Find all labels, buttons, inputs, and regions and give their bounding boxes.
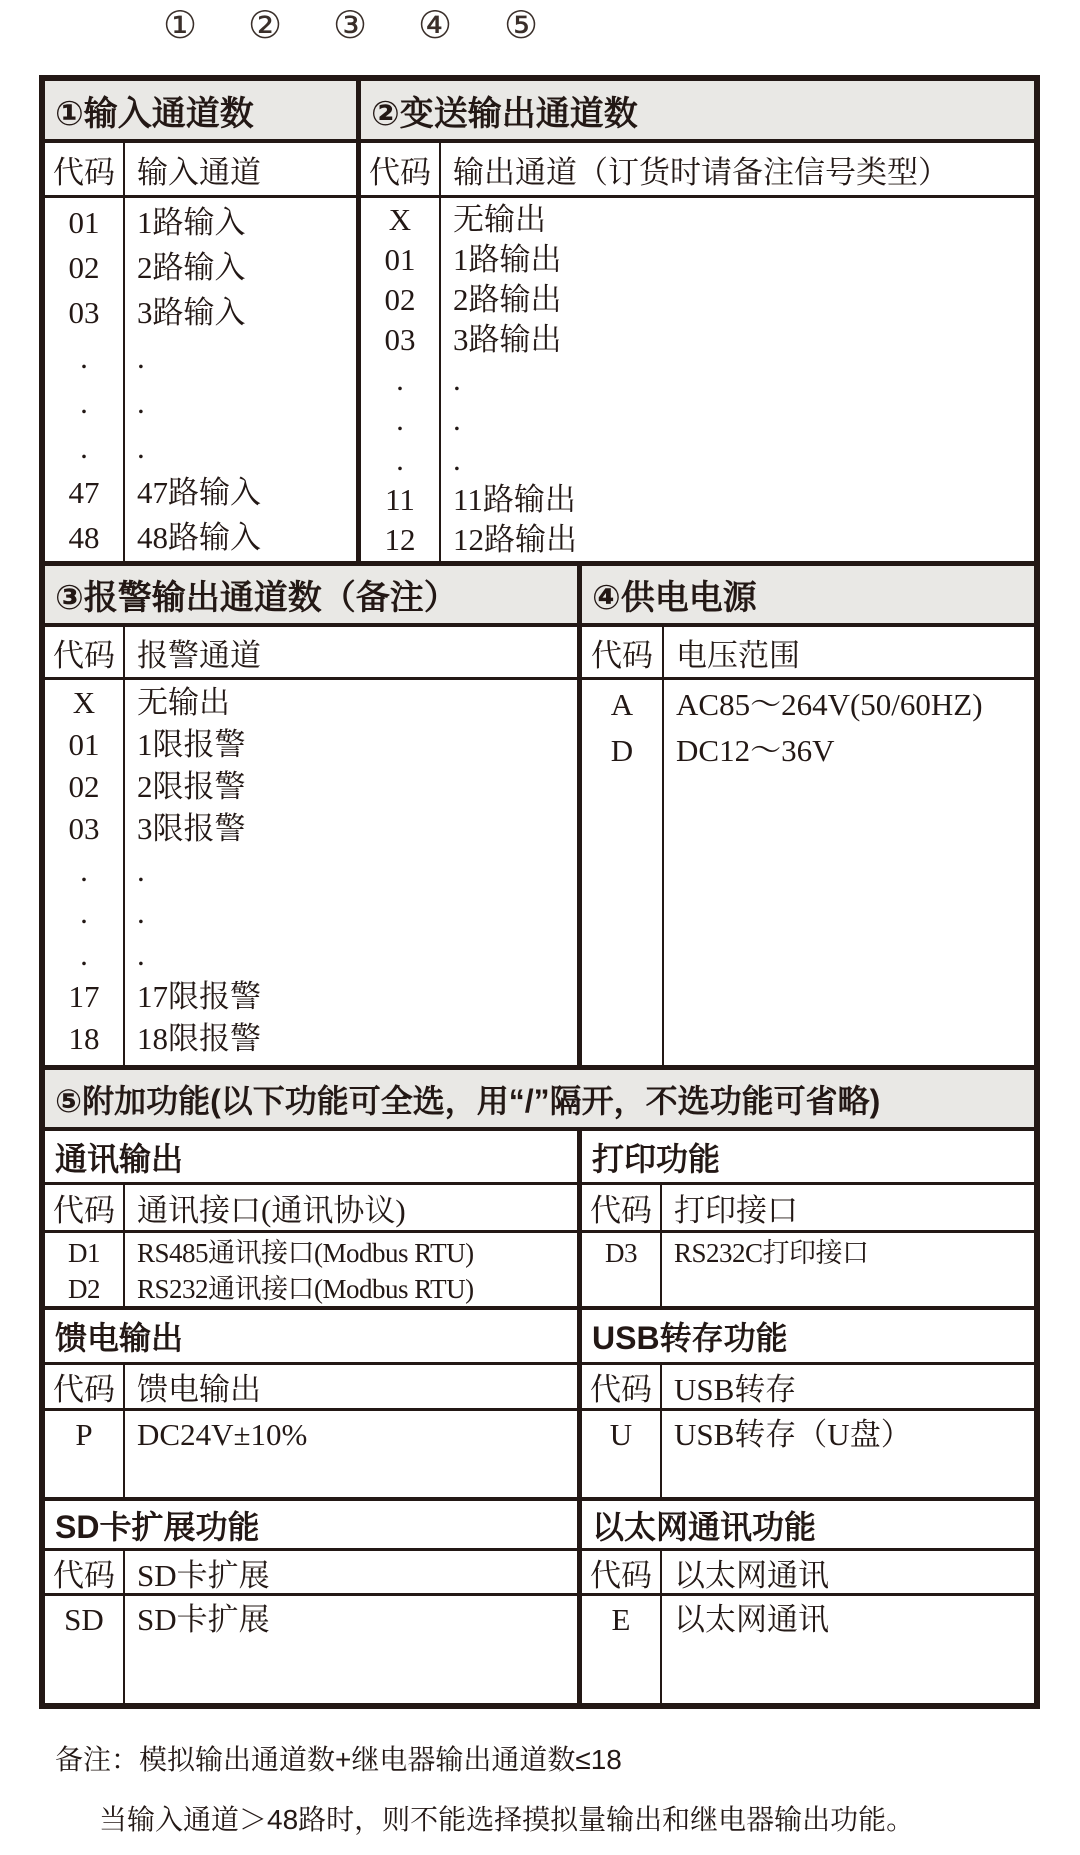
- feed-code-header: 代码: [45, 1365, 125, 1408]
- section-3-4-column-header: [45, 627, 1034, 680]
- section2-column-header: [361, 143, 1034, 195]
- footnote-line1: 备注：模拟输出通道数+继电器输出通道数≤18: [55, 1744, 622, 1775]
- eth-code-header: 代码: [582, 1551, 662, 1593]
- circled-number-1: ①: [163, 5, 198, 47]
- section1-column-header: [45, 143, 361, 195]
- feed-column-header: [45, 1365, 582, 1408]
- section-3-4-title-band: [45, 566, 1034, 627]
- sd-desc-header: SD卡扩展: [137, 1557, 270, 1593]
- section-1-2-title-band: [45, 81, 1034, 143]
- feed-code-column: P: [45, 1411, 125, 1497]
- section1-code-header: 代码: [45, 143, 125, 195]
- circled-number-2: ②: [248, 5, 283, 47]
- feed-output-title: 馈电输出: [45, 1310, 582, 1362]
- section3-code-header: 代码: [45, 627, 125, 677]
- comm-desc-column: RS485通讯接口(Modbus RTU) RS232通讯接口(Modbus RTU): [137, 1238, 474, 1304]
- section3-data: [45, 680, 582, 1065]
- comm-desc-header: 通讯接口(通讯协议): [137, 1193, 406, 1228]
- ordering-code-position-markers: [0, 4, 1080, 52]
- section4-desc-column: AC85～264V(50/60HZ) DC12～36V: [676, 687, 983, 768]
- feed-usb-column-header: [45, 1365, 1034, 1411]
- section5-title: ⑤附加功能(以下功能可全选，用“/”隔开，不选功能可省略): [55, 1082, 881, 1119]
- sd-data: [45, 1596, 582, 1703]
- footnotes: [55, 1738, 914, 1838]
- sd-card-title: SD卡扩展功能: [45, 1501, 582, 1548]
- comm-print-column-header: [45, 1185, 1034, 1233]
- usb-column-header: [582, 1365, 1034, 1408]
- comm-output-title: 通讯输出: [45, 1131, 582, 1182]
- section3-desc-column: 无输出 1限报警 2限报警 3限报警 . . . 17限报警 18限报警: [137, 685, 261, 1056]
- ethernet-title: 以太网通讯功能: [592, 1508, 817, 1545]
- usb-code-header: 代码: [582, 1365, 662, 1408]
- usb-code-column: U: [582, 1411, 662, 1497]
- sd-code-header: 代码: [45, 1551, 125, 1593]
- comm-code-header: 代码: [45, 1185, 125, 1230]
- section4-desc-header: 电压范围: [676, 637, 800, 673]
- feed-desc-header: 馈电输出: [137, 1372, 261, 1407]
- print-desc-column: RS232C打印接口: [674, 1238, 869, 1268]
- section1-data: [45, 198, 361, 561]
- usb-desc-column: USB转存（U盘）: [674, 1417, 912, 1452]
- comm-print-data: [45, 1233, 1034, 1310]
- sd-desc-column: SD卡扩展: [137, 1602, 270, 1637]
- print-data: [582, 1233, 1034, 1306]
- feed-desc-column: DC24V±10%: [137, 1417, 308, 1452]
- circled-number-3: ③: [333, 5, 368, 47]
- section2-data: [361, 198, 1034, 561]
- feed-data: [45, 1411, 582, 1497]
- comm-code-column: D1 D2: [45, 1233, 125, 1306]
- usb-data: [582, 1411, 1034, 1497]
- eth-code-column: E: [582, 1596, 662, 1703]
- section4-code-column: A D: [582, 680, 664, 1065]
- usb-desc-header: USB转存: [674, 1372, 797, 1407]
- print-code-column: D3: [582, 1233, 662, 1306]
- comm-print-subtitle-band: [45, 1131, 1034, 1185]
- eth-desc-column: 以太网通讯: [674, 1602, 829, 1637]
- section4-column-header: [582, 627, 1034, 677]
- section3-column-header: [45, 627, 582, 677]
- section2-title: ②变送输出通道数: [371, 94, 638, 133]
- section3-desc-header: 报警通道: [137, 637, 261, 673]
- section4-data: [582, 680, 1034, 1065]
- section1-title: ①输入通道数: [45, 81, 361, 139]
- sd-eth-column-header: [45, 1551, 1034, 1596]
- section3-code-column: X 01 02 03 . . . 17 18: [45, 680, 125, 1065]
- print-desc-header: 打印接口: [674, 1193, 798, 1228]
- usb-function-title: USB转存功能: [592, 1320, 788, 1356]
- section1-desc-header: 输入通道: [137, 154, 261, 190]
- sd-eth-subtitle-band: [45, 1501, 1034, 1551]
- section1-code-column: 01 02 03 . . . 47 48: [45, 198, 125, 561]
- sd-column-header: [45, 1551, 582, 1593]
- footnote-line2: 当输入通道＞48路时，则不能选择摸拟量输出和继电器输出功能。: [99, 1804, 915, 1835]
- sd-eth-data: [45, 1596, 1034, 1703]
- print-code-header: 代码: [582, 1185, 662, 1230]
- section2-code-header: 代码: [361, 143, 441, 195]
- print-function-title: 打印功能: [592, 1140, 721, 1177]
- feed-usb-subtitle-band: [45, 1310, 1034, 1365]
- circled-number-4: ④: [418, 5, 453, 47]
- eth-desc-header: 以太网通讯: [674, 1557, 829, 1593]
- print-column-header: [582, 1185, 1034, 1230]
- comm-column-header: [45, 1185, 582, 1230]
- section2-desc-column: 无输出 1路输出 2路输出 3路输出 . . . 11路输出 12路输出: [453, 202, 577, 557]
- section4-code-header: 代码: [582, 627, 664, 677]
- eth-column-header: [582, 1551, 1034, 1593]
- section4-title: ④供电电源: [592, 579, 757, 617]
- section-3-4-data: [45, 680, 1034, 1070]
- circled-number-5: ⑤: [504, 5, 539, 47]
- section2-code-column: X 01 02 03 . . . 11 12: [361, 198, 441, 561]
- comm-data: [45, 1233, 582, 1306]
- section-1-2-column-header: [45, 143, 1034, 198]
- section1-desc-column: 1路输入 2路输入 3路输入 . . . 47路输入 48路输入: [137, 205, 261, 555]
- section-5-title-band: [45, 1070, 1034, 1131]
- section3-title: ③报警输出通道数（备注）: [45, 566, 582, 623]
- sd-code-column: SD: [45, 1596, 125, 1703]
- selection-table: [39, 75, 1040, 1709]
- eth-data: [582, 1596, 1034, 1703]
- section2-desc-header: 输出通道（订货时请备注信号类型）: [453, 154, 949, 190]
- feed-usb-data: [45, 1411, 1034, 1501]
- section-1-2-data: [45, 198, 1034, 566]
